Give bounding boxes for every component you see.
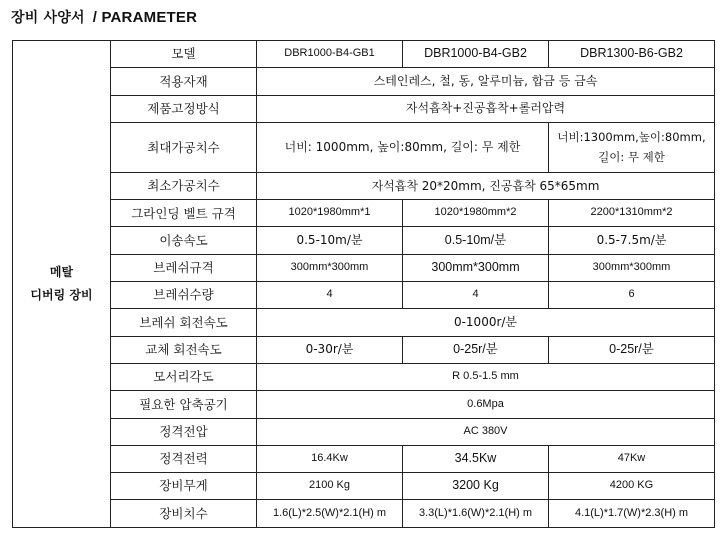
row-label: 필요한 압축공기	[111, 391, 257, 418]
model-cell: DBR1000-B4-GB2	[403, 41, 549, 68]
row-label: 그라인딩 벨트 규격	[111, 200, 257, 227]
value-cell-merged: 자석흡착 20*20mm, 진공흡착 65*65mm	[257, 172, 715, 199]
value-cell-merged: 0-1000r/분	[257, 309, 715, 336]
table-row	[13, 122, 715, 172]
parameter-table	[12, 40, 715, 528]
row-label: 브레쉬 회전속도	[111, 309, 257, 336]
value-cell-merged: R 0.5-1.5 mm	[257, 363, 715, 390]
value-cell-merged: 0.6Mpa	[257, 391, 715, 418]
document-title	[11, 7, 197, 27]
row-label: 이송속도	[111, 227, 257, 254]
value-cell: 34.5Kw	[403, 445, 549, 472]
value-cell: 300mm*300mm	[257, 254, 403, 281]
table-row	[13, 95, 715, 122]
row-label: 브레쉬규격	[111, 254, 257, 281]
value-cell: 4.1(L)*1.7(W)*2.3(H) m	[549, 500, 715, 527]
value-cell: 너비:1300mm,높이:80mm, 길이: 무 제한	[549, 122, 715, 172]
value-cell-merged: 스테인레스, 철, 동, 알루미늄, 합금 등 금속	[257, 68, 715, 95]
table-row	[13, 473, 715, 500]
table-row	[13, 418, 715, 445]
value-cell: 2100 Kg	[257, 473, 403, 500]
value-cell: 0.5-7.5m/분	[549, 227, 715, 254]
value-cell-merged: 자석흡착+진공흡착+롤러압력	[257, 95, 715, 122]
row-label: 최대가공치수	[111, 122, 257, 172]
title-korean: 장비 사양서	[11, 10, 85, 26]
table-row	[13, 41, 715, 68]
value-cell: 0.5-10m/분	[403, 227, 549, 254]
row-label: 모델	[111, 41, 257, 68]
table-row	[13, 254, 715, 281]
row-label: 교체 회전속도	[111, 336, 257, 363]
model-cell: DBR1000-B4-GB1	[257, 41, 403, 68]
row-label: 제품고정방식	[111, 95, 257, 122]
table-row	[13, 200, 715, 227]
table-row	[13, 282, 715, 309]
value-cell: 2200*1310mm*2	[549, 200, 715, 227]
value-cell: 16.4Kw	[257, 445, 403, 472]
row-label: 모서리각도	[111, 363, 257, 390]
table-row	[13, 336, 715, 363]
title-english: / PARAMETER	[92, 9, 198, 26]
table-row	[13, 309, 715, 336]
row-label: 장비치수	[111, 500, 257, 527]
value-cell: 1.6(L)*2.5(W)*2.1(H) m	[257, 500, 403, 527]
equipment-group-label: 메탈 디버링 장비	[13, 41, 111, 528]
row-label: 브레쉬수량	[111, 282, 257, 309]
value-cell: 0-25r/분	[403, 336, 549, 363]
table-row	[13, 227, 715, 254]
value-cell: 4200 KG	[549, 473, 715, 500]
table-row	[13, 445, 715, 472]
table-row	[13, 391, 715, 418]
value-cell: 300mm*300mm	[403, 254, 549, 281]
value-cell: 너비: 1000mm, 높이:80mm, 길이: 무 제한	[257, 122, 549, 172]
value-cell: 3.3(L)*1.6(W)*2.1(H) m	[403, 500, 549, 527]
row-label: 정격전력	[111, 445, 257, 472]
table-row	[13, 500, 715, 527]
table-row	[13, 363, 715, 390]
row-label: 장비무게	[111, 473, 257, 500]
table-row	[13, 172, 715, 199]
value-cell: 0-30r/분	[257, 336, 403, 363]
model-cell: DBR1300-B6-GB2	[549, 41, 715, 68]
table-row	[13, 68, 715, 95]
value-cell: 300mm*300mm	[549, 254, 715, 281]
value-cell-merged: AC 380V	[257, 418, 715, 445]
value-cell: 3200 Kg	[403, 473, 549, 500]
value-cell: 4	[403, 282, 549, 309]
value-cell: 0.5-10m/분	[257, 227, 403, 254]
value-cell: 1020*1980mm*1	[257, 200, 403, 227]
value-cell: 6	[549, 282, 715, 309]
value-cell: 4	[257, 282, 403, 309]
value-cell: 47Kw	[549, 445, 715, 472]
row-label: 최소가공치수	[111, 172, 257, 199]
row-label: 정격전압	[111, 418, 257, 445]
row-label: 적용자재	[111, 68, 257, 95]
value-cell: 0-25r/분	[549, 336, 715, 363]
value-cell: 1020*1980mm*2	[403, 200, 549, 227]
